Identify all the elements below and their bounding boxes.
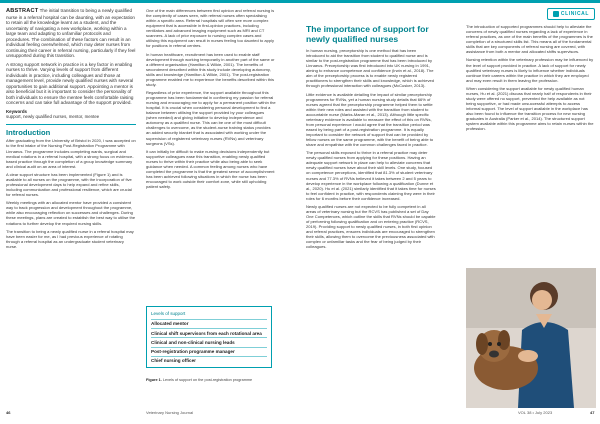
abstract-text: The initial transition to being a newly qualified nurse in a referral hospital can be daunting, with an expectation to retain all the knowledge learnt as a student, and the uncertainty of navigating a new workplace, working within a large team and adapting to unfamiliar protocols and procedures. The combination of these factors can result in an individual feeling overwhelmed, which may deter nurses from continuing their career in referral nursing, particularly if they feel unsupported during this transition. — [6, 8, 136, 58]
support-level-item: Post-registration programme manager — [151, 347, 267, 356]
figure-caption-label: Figure 1. — [146, 378, 162, 382]
section-badge-label: CLINICAL — [560, 11, 590, 17]
intro-paragraph: After graduating from the University of Bristol in 2020, I was accepted on to the first intake of the Nursing Post-Registration Programme with Linnaeus. The programme includes completing wards, surgical and medical rotations in a referral hospital, with a strong focus on evidence-based practice through the completion of a group knowledge summary and clinical audit on an area of interest. — [6, 138, 136, 169]
body-paragraph: The personal skills exposed to thrive in a referral practice may deter newly qualified nurses from applying for these positions. Having an adequate support network in place can help to alleviate concerns that newly qualified nurses have about their skill levels. One study, focused on competence perceptions, identified that 81.3% of student veterinary nurses and 77.3% of RVNs believed it takes between 2 and 5 years to develop experience in the workplace following a qualification (Dunne et al., 2020). Hu et al. (2021) similarly identified that it takes time for nurses to feel confident in practice, with respondents claiming they were in their roles for 6 months before their confidence increased. — [306, 150, 436, 201]
body-paragraph: One of the main differences between first opinion and referral nursing is the complexity of cases seen, with referral nurses often specialising within a specific area. Referral hospitals will often see more complex equipment that is accessible in first-opinion practices, including ventilators and advanced imaging equipment such as MRI and CT scanners. A lack of prior exposure to nursing complex cases and utilising this equipment can result in nurses feeling too daunted to apply for positions in referral centres. — [146, 8, 275, 49]
body-paragraph: The introduction of supported programmes should help to alleviate the concerns of newly qualified nurses regarding a lack of experience in referral practices, as one of the main benefits of the programmes is the completion of a structured skills list. This means all of the fundamental skills that are key components of referral nursing are covered, with assistance from both a mentor and allocated shifts supervisors. — [466, 24, 593, 55]
figure-heading: Levels of support — [151, 311, 186, 316]
photo-illustration — [466, 268, 596, 408]
section-badge — [547, 8, 595, 20]
body-paragraph: Regardless of prior experience, the support available throughout this programme has been fundamental in confirming my passion for referral nursing and encouraging me to apply for a permanent position within the hospital. It is crucial when considering personal development to find a balance between utilising the support provided by your colleagues (when needed) and giving initiative to develop independence and autonomy as a qualified nurse. This can be one of the most difficult challenges to overcome, as the student-nurse training status provides an added security blanket that is associated with working under the supervision of registered veterinary nurses (RVNs) and veterinary surgeons (VSs). — [146, 90, 276, 146]
keywords — [6, 109, 136, 120]
levels-of-support-figure — [146, 306, 272, 368]
figure-caption-text: Levels of support on the post-registration programme — [162, 378, 253, 382]
support-level-item: Allocated mentor — [151, 319, 267, 328]
top-accent-bar — [0, 0, 600, 3]
body-paragraph: Newly qualified nurses are not expected to be fully competent in all areas of veterinary nursing but the RCVS has published a set of Day One Competences, which outline the skills that RVNs should be capable of performing following qualification and on entering practice (RCVS, 2019). Providing support to newly qualified nurses, in both first opinion and referral practices, ensures individuals are encouraged to strengthen their skills, allowing them to overcome the previousness associated with complex or unfamiliar tasks and the fear of being judged by their colleagues. — [306, 203, 436, 250]
body-paragraph: In human nursing, preceptorship is one method that has been introduced to aid the transition from student to qualified nurse and is similar to the post-registration programme that has been introduced by Linnaeus. Preceptorship was first introduced into UK nursing in 1991, aiming to enhance competence and confidence (Irwin et al., 2018). The aim of the preceptorship process is to enable newly registered practitioners to strengthen their skills and knowledge, which is achieved through professional interaction with colleagues (McCusker, 2013). — [306, 48, 434, 89]
column-1 — [6, 8, 136, 252]
body-paragraph: When considering the support available for newly qualified human nurses, Hu et al. (2021) discuss that nearly half of respondents in their study were offered no support, prevented the help available as not being supportive, or had made unsuccessful attempts to access informal support. The level of support available in the workplace has also been found to influence the transition process for new nursing graduates in Australia (Parker et al., 2014). The structured support system available within this programme aims to retain nurses within the profession. — [466, 85, 594, 132]
article-title: The importance of support for newly qualified nurses — [306, 24, 429, 44]
page-footer — [0, 410, 600, 420]
journal-name: Veterinary Nursing Journal — [146, 410, 194, 415]
support-level-item: Clinical shift supervisors from each rotational area — [151, 328, 267, 337]
abstract-label: ABSTRACT — [6, 8, 39, 14]
body-paragraph: In human healthcare, recruitment has been used to enable staff development through working temporarily in another part of the same or a different organisation (Hamilton & Wilkie, 2001). The benefits of secondment described within this study include developing autonomy, skills and knowledge (Hamilton & Wilkie, 2001). The post-registration programme enabled me to experience the benefits described within this study. — [146, 51, 275, 87]
body-paragraph: It can initially be difficult to make nursing decisions independently but supportive colleagues ease this transition, enabling newly qualified nurses to thrive within their practice while also being able to seek guidance when needed. A common feeling among nurses who have completed the programme is that the greatest sense of accomplishment has been achieved following situations in which the nurse has been encouraged to work outside their comfort zone, while still upholding patient safety. — [146, 148, 275, 190]
abstract-paragraph-2: A strong support network in practice is a key factor in enabling nurses to thrive. Varying levels of support from different individuals in practice, including colleagues and those at management level, provide newly qualified nurses with several opportunities to gain additional support. Appointing a mentor is also beneficial but it is important to consider the personality of both individuals to ensure the mentee feels comfortable raising concerns and can take full advantage of the support provided. — [6, 61, 134, 106]
intro-paragraph: The transition to being a newly qualified nurse in a referral hospital may have been easier for me, as I had previous experience of rotating through a referral hospital as an undergraduate student veterinary nurse. — [6, 228, 134, 249]
clinical-icon — [553, 11, 559, 17]
column-3 — [306, 24, 436, 253]
keywords-text: support, newly qualified nurses, mentor, mentee — [6, 114, 100, 120]
nurse-with-dog-photo — [466, 268, 596, 408]
keywords-label: Keywords — [6, 108, 27, 114]
page-number-right: 47 — [590, 410, 595, 415]
column-2 — [146, 8, 276, 192]
column-4 — [466, 24, 594, 135]
support-level-item: Clinical and non-clinical nursing leads — [151, 337, 267, 346]
figure-caption — [146, 378, 276, 382]
body-paragraph: Nursing retention within the veterinary profession may be influenced by the level of support provided in practice. A lack of support for newly qualified veterinary nurses is likely to influence whether individuals continue their careers within the practice in which they are employed and may even result in them leaving the profession. — [466, 57, 594, 83]
support-level-item: Chief nursing officer — [151, 356, 267, 365]
abstract-paragraph — [6, 8, 136, 59]
volume-info: VOL 38 • July 2023 — [518, 410, 553, 415]
introduction-heading: Introduction — [6, 128, 51, 138]
intro-paragraph: Weekly meetings with an allocated mentor have provided a consistent way to track progression and development throughout the programme, while also encouraging reflection on successes and challenges. During these meetings, plans are created to establish the best way to utilise the rotations to further develop the required nursing skills. — [6, 200, 136, 226]
page-number-left: 46 — [6, 410, 11, 415]
body-paragraph: Little evidence is available detailing the impact of similar preceptorship programmes for RVNs, yet a human nursing study details that 66% of nurses agreed that the preceptorship programme helped them to settle within their new roles and assisted with the transition from student to accountable nurse (Marks-Maran et al., 2013). Although little specific veterinary evidence is available to measure the effect of this on RVNs, from personal experience I would agree that the transition period was eased by being part of a post-registration programme. It is equally important to consider the network of support that can be provided by fellow nurses on the same programme, with the benefit of being able to share and empathise with the common challenges faced in practice. — [306, 91, 434, 148]
intro-paragraph: A clear support structure has been implemented (Figure 1) and is available to all nurses on the programme, with the incorporation of five professional development days to help expand and refine skills, including communication and professional resilience, which are crucial for referral nurses. — [6, 171, 132, 198]
abstract-divider — [6, 124, 136, 125]
